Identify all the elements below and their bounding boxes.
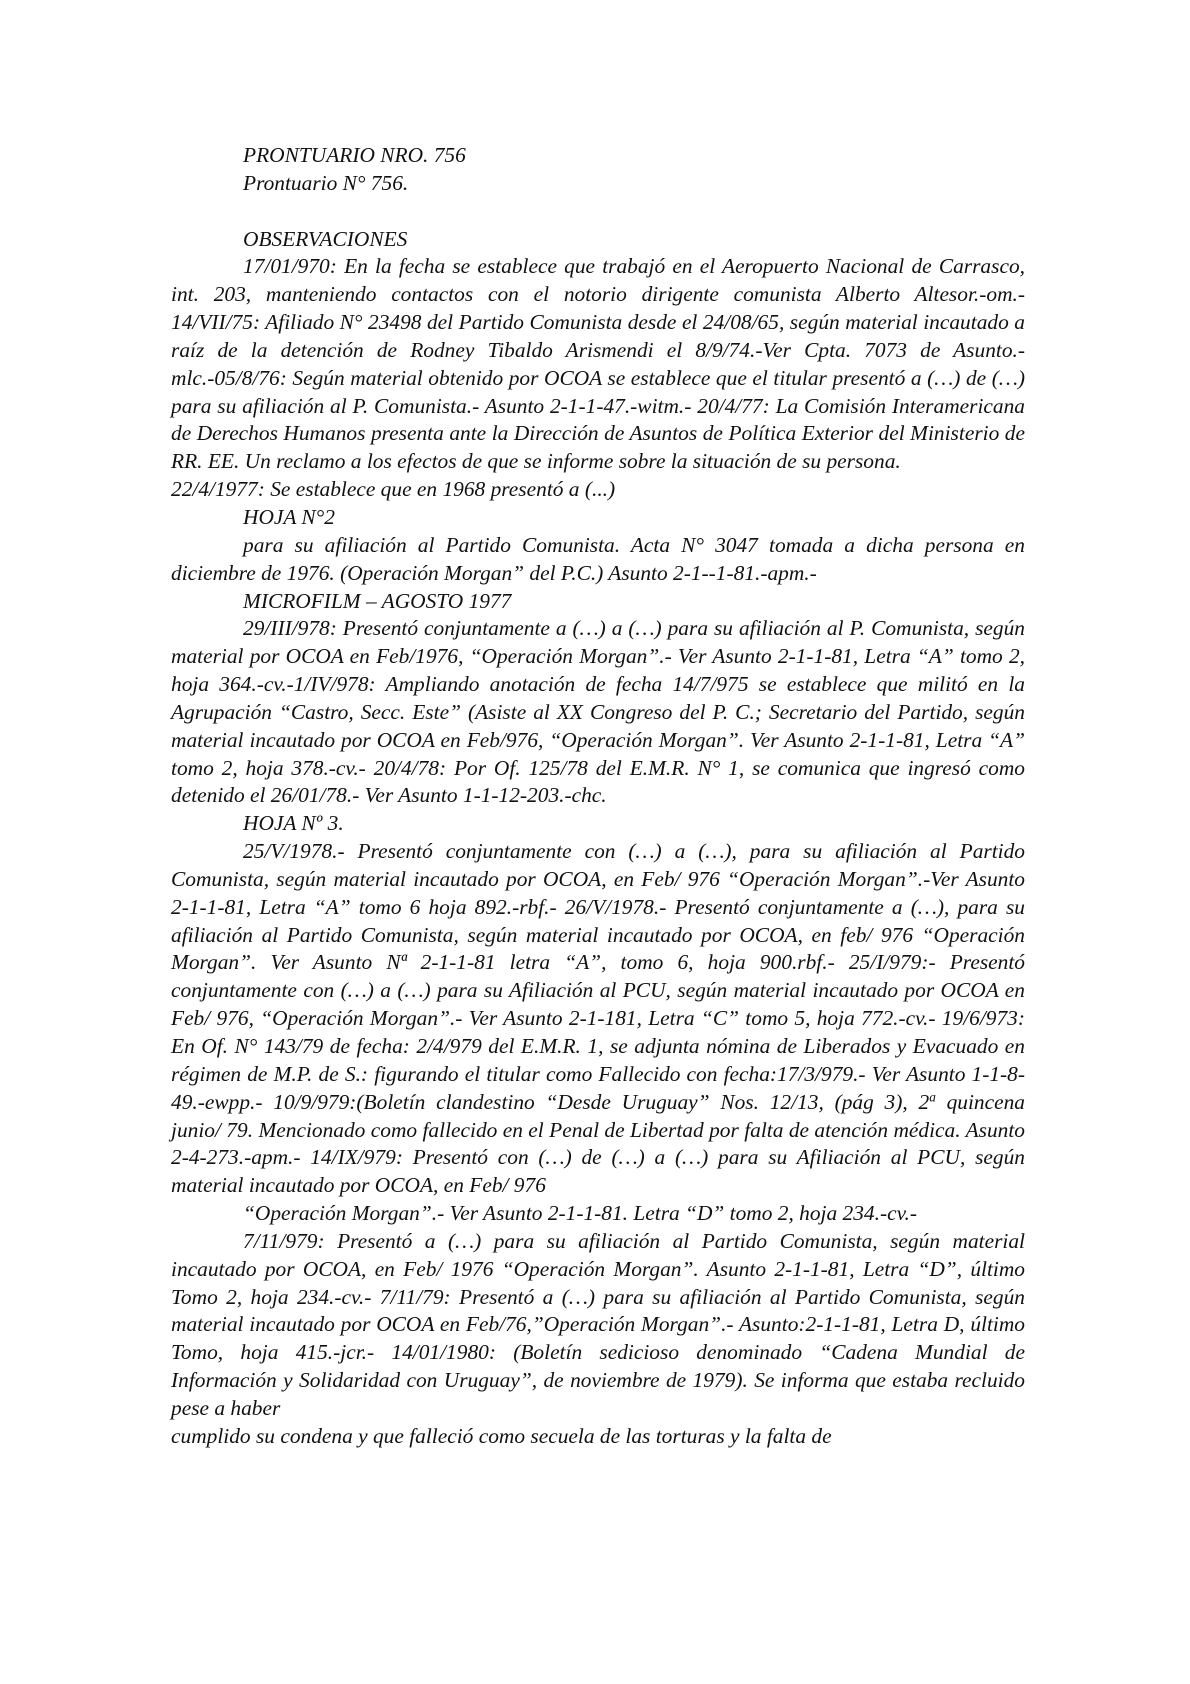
hoja-3-paragraph [171,838,1025,1200]
hoja-3-paragraph-part-a: 25/V/1978.- Presentó conjuntamente con (…) a (…), para su afiliación al Partido Comunista, según material incautado por OCOA, en Feb/ 976 “Operación Morgan”.-Ver Asunto 2-1-1-81, Letra “A” tomo 6 hoja 892.-rbf.- 26/V/1978.- Presentó conjuntamente a (…), para su afiliación al Partido Comunista, según material incautado por OCOA, en feb/ 976 “Operación Morgan”. Ver Asunto Nª 2-1-1-81 letra “A”, tomo 6, hoja 900.rbf.- 25/I/979:- Presentó conjuntamente con (…) a (…) para su Afiliación al PCU, según material incautado por OCOA en Feb/ 976, “Operación Morgan”.- Ver Asunto 2-1-181, Letra “C” tomo 5, hoja 772.-cv.- 19/6/973: En Of. N° 143/79 de fecha: 2/4/979 del E.M.R. 1, se adjunta nómina de Liberados y Evacuado en régimen de M.P. de S.: figurando el titular como Fallecido con fecha:17/3/979.- Ver Asunto 1-1-8-49.-ewpp.- 10/9/979:(Boletín clandestino “Desde Uruguay” Nos. 12/13, (pág 3), 2 [171,839,1025,1114]
hoja-2-heading: HOJA N°2 [243,504,335,529]
prontuario-title: PRONTUARIO NRO. 756 [243,143,466,167]
hoja-3-second-paragraph-end: cumplido su condena y que falleció como secuela de las torturas y la falta de [171,1423,832,1448]
observaciones-paragraph: 17/01/970: En la fecha se establece que trabajó en el Aeropuerto Nacional de Carrasco, int. 203, manteniendo contactos con el notorio dirigente comunista Alberto Altesor.-om.- 14/VII/75: Afiliado N° 23498 del Partido Comunista desde el 24/08/65, según material incautado a raíz de la detención de Rodney Tibaldo Arismendi el 8/9/74.-Ver Cpta. 7073 de Asunto.-mlc.-05/8/76: Según material obtenido por OCOA se establece que el titular presentó a (…) de (…) para su afiliación al P. Comunista.- Asunto 2-1-1-47.-witm.- 20/4/77: La Comisión Interamericana de Derechos Humanos presenta ante la Dirección de Asuntos de Política Exterior del Ministerio de RR. EE. Un reclamo a los efectos de que se informe sobre la situación de su persona. [171,254,1025,474]
hoja-3-heading: HOJA Nº 3. [243,811,344,836]
prontuario-subtitle: Prontuario N° 756. [243,170,409,195]
hoja-3-paragraph-end: “Operación Morgan”.- Ver Asunto 2-1-1-81. Letra “D” tomo 2, hoja 234.-cv.- [243,1201,917,1226]
ordinal-superscript: a [929,1089,936,1105]
hoja-3-paragraph-part-b: quincena junio/ 79. Mencionado como fallecido en el Penal de Libertad por falta de atención médica. Asunto 2-4-273.-apm.- 14/IX/979: Presentó con (…) de (…) a (…) para su Afiliación al PCU, según material incautado por OCOA, en Feb/ 976 [171,1089,1025,1198]
document-body [171,142,1025,1451]
microfilm-heading: MICROFILM – AGOSTO 1977 [243,588,512,613]
hoja-2-paragraph: para su afiliación al Partido Comunista. Acta N° 3047 tomada a dicha persona en diciembre de 1976. (Operación Morgan” del P.C.) Asunto 2-1--1-81.-apm.- [171,532,1025,585]
observaciones-heading: OBSERVACIONES [243,226,408,251]
blank-line [171,198,1025,226]
observaciones-paragraph-end: 22/4/1977: Se establece que en 1968 presentó a (...) [171,477,616,502]
hoja-3-second-paragraph: 7/11/979: Presentó a (…) para su afiliación al Partido Comunista, según material incautado por OCOA, en Feb/ 1976 “Operación Morgan”. Asunto 2-1-1-81, Letra “D”, último Tomo 2, hoja 234.-cv.- 7/11/79: Presentó a (…) para su afiliación al Partido Comunista, según material incautado por OCOA en Feb/76,”Operación Morgan”.- Asunto:2-1-1-81, Letra D, último Tomo, hoja 415.-jcr.- 14/01/1980: (Boletín sedicioso denominado “Cadena Mundial de Información y Solidaridad con Uruguay”, de noviembre de 1979). Se informa que estaba recluido pese a haber [171,1228,1025,1420]
hoja-2-entries-paragraph: 29/III/978: Presentó conjuntamente a (…) a (…) para su afiliación al P. Comunista, según material por OCOA en Feb/1976, “Operación Morgan”.- Ver Asunto 2-1-1-81, Letra “A” tomo 2, hoja 364.-cv.-1/IV/978: Ampliando anotación de fecha 14/7/975 se establece que militó en la Agrupación “Castro, Secc. Este” (Asiste al XX Congreso del P. C.; Secretario del Partido, según material incautado por OCOA en Feb/976, “Operación Morgan”. Ver Asunto 2-1-1-81, Letra “A” tomo 2, hoja 378.-cv.- 20/4/78: Por Of. 125/78 del E.M.R. N° 1, se comunica que ingresó como detenido el 26/01/78.- Ver Asunto 1-1-12-203.-chc. [171,616,1025,808]
